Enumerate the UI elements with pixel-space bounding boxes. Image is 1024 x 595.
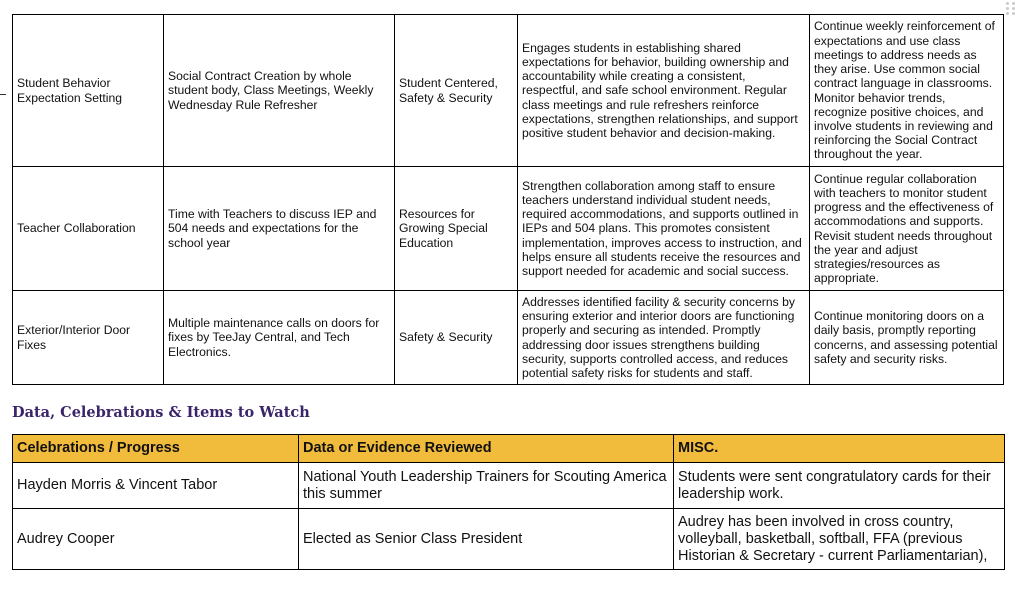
celebrations-table <box>12 434 1005 570</box>
action-cell: Multiple maintenance calls on doors for fixes by TeeJay Central, and Tech Electronics. <box>164 291 395 385</box>
table-header-row <box>13 435 1005 463</box>
rationale-cell: Strengthen collaboration among staff to ensure teachers understand individual student needs, required accommodations, and supports outlined in IEPs and 504 plans. This promotes consistent implementation, improves access to instruction, and helps ensure all students receive the resources and support needed for academic and social success. <box>518 167 810 291</box>
focus-cell: Student Centered, Safety & Security <box>395 15 518 167</box>
area-cell: Teacher Collaboration <box>13 167 164 291</box>
header-celebrations: Celebrations / Progress <box>13 435 299 463</box>
section-title: Data, Celebrations & Items to Watch <box>12 404 310 421</box>
misc-cell: Students were sent congratulatory cards for their leadership work. <box>674 463 1005 509</box>
margin-marker <box>0 94 6 95</box>
celebration-cell: Hayden Morris & Vincent Tabor <box>13 463 299 509</box>
evidence-cell: National Youth Leadership Trainers for Scouting America this summer <box>299 463 674 509</box>
table-row <box>13 167 1004 291</box>
focus-cell: Resources for Growing Special Education <box>395 167 518 291</box>
rationale-cell: Addresses identified facility & security concerns by ensuring exterior and interior doors are functioning properly and securing as intended. Promptly addressing door issues strengthens building security, supports controlled access, and reduces potential safety risks for students and staff. <box>518 291 810 385</box>
area-cell: Student Behavior Expectation Setting <box>13 15 164 167</box>
header-misc: MISC. <box>674 435 1005 463</box>
table-row <box>13 463 1005 509</box>
area-cell: Exterior/Interior Door Fixes <box>13 291 164 385</box>
drag-handle-icon[interactable] <box>1006 2 1018 14</box>
action-cell: Social Contract Creation by whole student body, Class Meetings, Weekly Wednesday Rule Refresher <box>164 15 395 167</box>
focus-cell: Safety & Security <box>395 291 518 385</box>
table-row <box>13 509 1005 570</box>
next-steps-cell: Continue regular collaboration with teachers to monitor student progress and the effectiveness of accommodations and supports. Revisit student needs throughout the year and adjust strategies/resources as appropriate. <box>810 167 1004 291</box>
table-row <box>13 15 1004 167</box>
evidence-cell: Elected as Senior Class President <box>299 509 674 570</box>
misc-cell: Audrey has been involved in cross country, volleyball, basketball, softball, FFA (previous Historian & Secretary - current Parliamentarian), <box>674 509 1005 570</box>
next-steps-cell: Continue monitoring doors on a daily basis, promptly reporting concerns, and assessing potential safety and security risks. <box>810 291 1004 385</box>
header-evidence: Data or Evidence Reviewed <box>299 435 674 463</box>
celebration-cell: Audrey Cooper <box>13 509 299 570</box>
rationale-cell: Engages students in establishing shared expectations for behavior, building ownership and accountability while creating a consistent, respectful, and safe school environment. Regular class meetings and rule refreshers reinforce expectations, strengthen relationships, and support positive student behavior and decision-making. <box>518 15 810 167</box>
next-steps-cell: Continue weekly reinforcement of expectations and use class meetings to address needs as they arise. Use common social contract language in classrooms. Monitor behavior trends, recognize positive choices, and involve students in reviewing and reinforcing the Social Contract throughout the year. <box>810 15 1004 167</box>
table-row <box>13 291 1004 385</box>
action-plan-table <box>12 14 1004 385</box>
action-cell: Time with Teachers to discuss IEP and 504 needs and expectations for the school year <box>164 167 395 291</box>
